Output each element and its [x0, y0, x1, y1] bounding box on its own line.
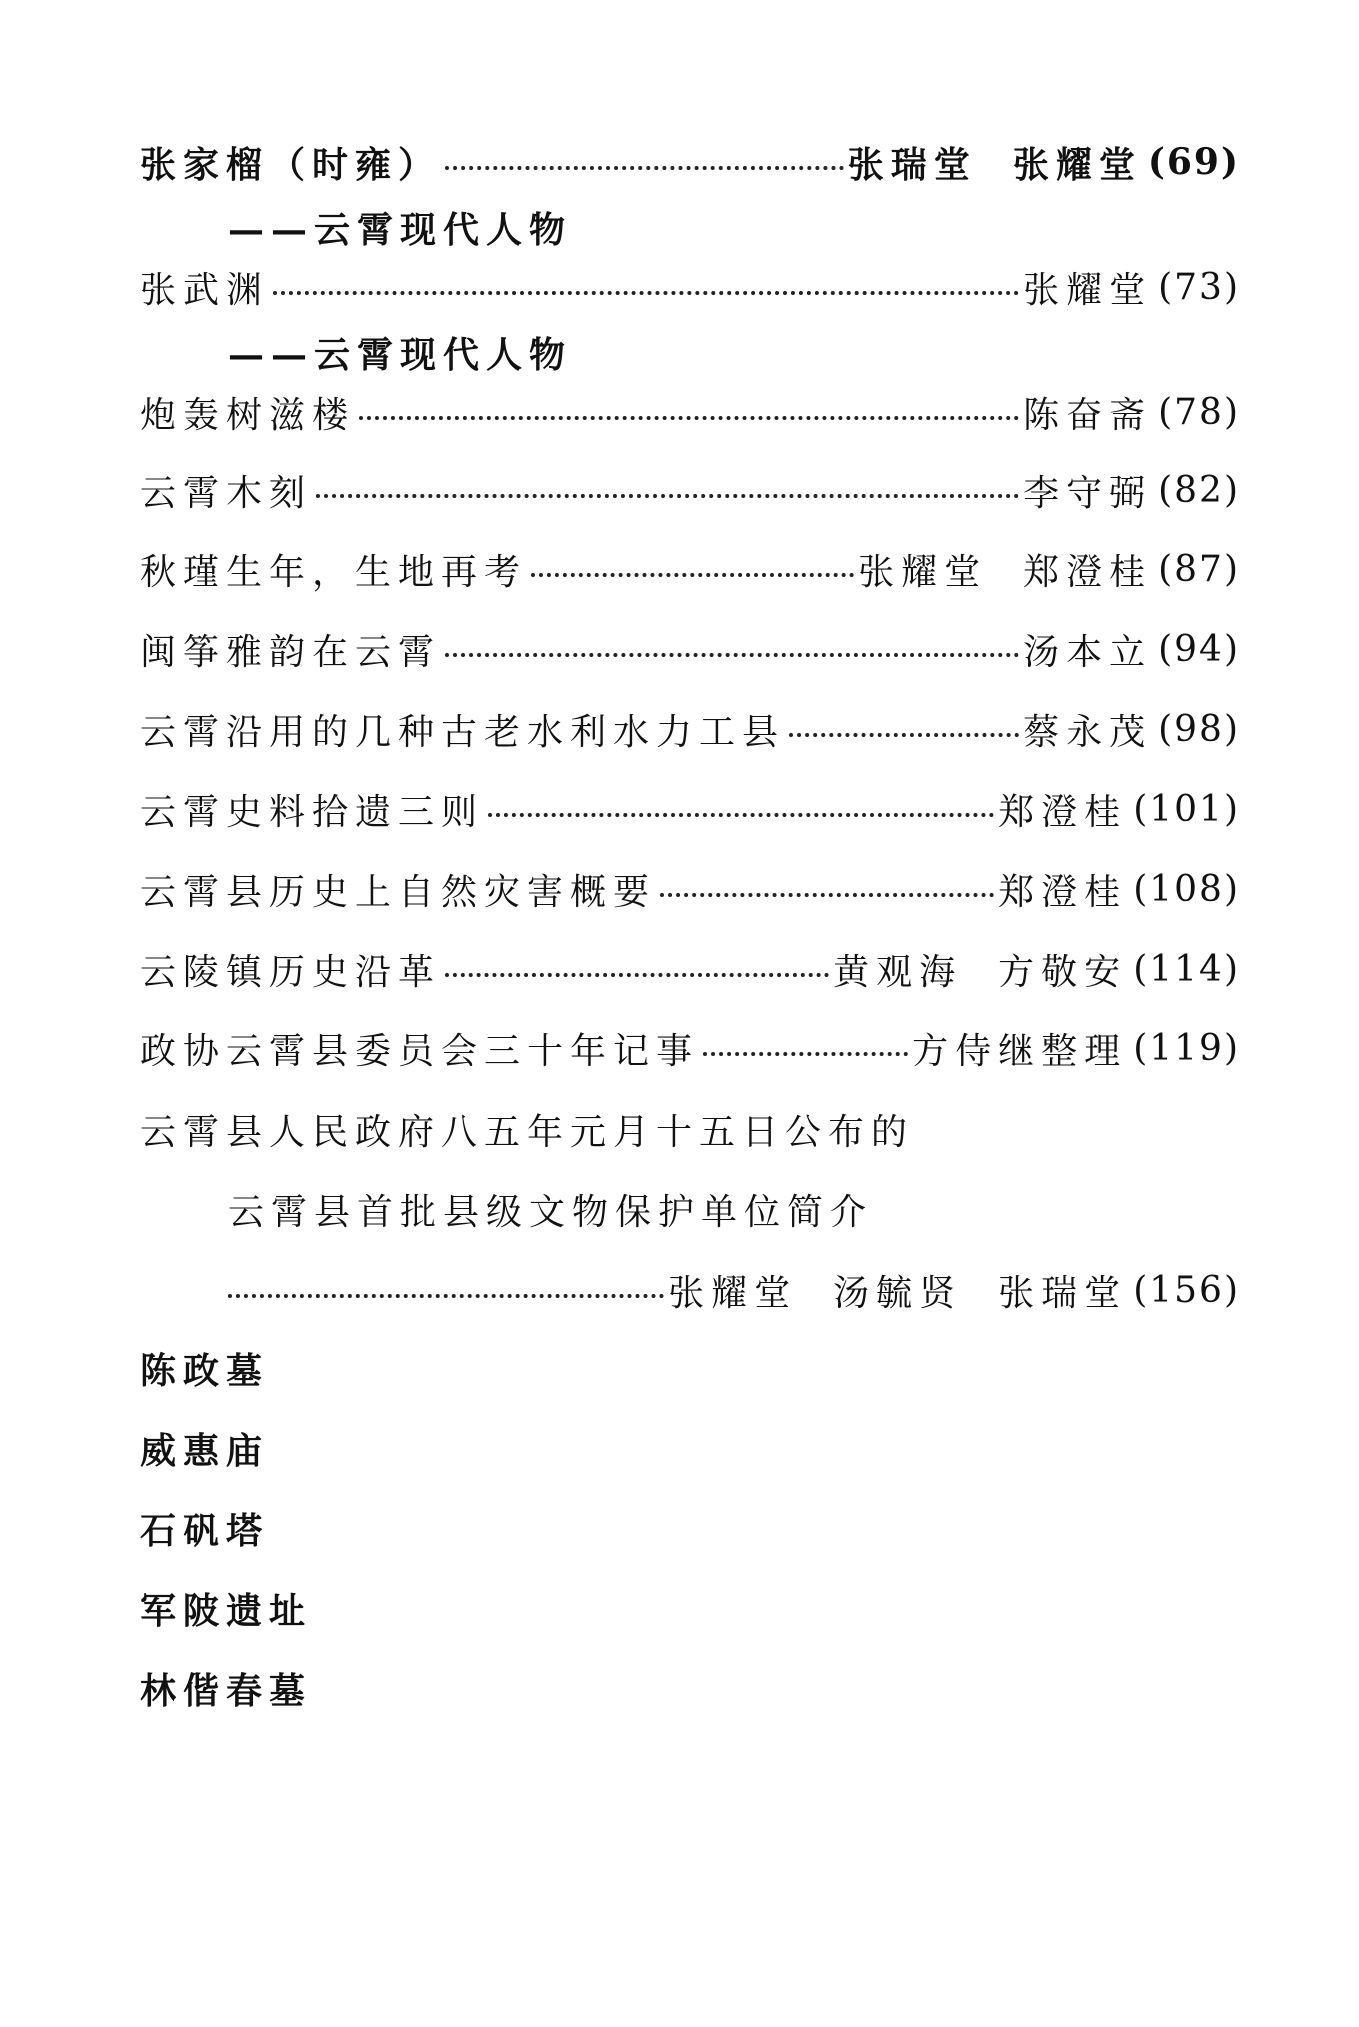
entry-title: 云霄县首批县级文物保护单位简介	[228, 1191, 874, 1233]
dot-leader	[660, 893, 994, 897]
dot-leader	[445, 973, 829, 977]
entry-page-number: (78)	[1158, 391, 1240, 433]
dot-leader	[488, 813, 994, 817]
entry-author: 李守弼	[1023, 472, 1153, 514]
entry-page-number: (94)	[1158, 628, 1240, 670]
toc-entry	[140, 697, 1240, 761]
entry-page-number: (73)	[1158, 266, 1240, 308]
entry-title: 云霄木刻	[140, 472, 313, 514]
toc-entry	[140, 537, 1240, 601]
entry-author: 张耀堂	[1012, 143, 1142, 186]
entry-title: 云陵镇历史沿革	[140, 951, 442, 993]
entry-title: 云霄沿用的几种古老水利水力工县	[140, 711, 786, 753]
site-list-item: 军陂遗址	[140, 1589, 313, 1632]
entry-page-number: (119)	[1133, 1027, 1240, 1069]
entry-subtitle: ——云霄现代人物	[228, 208, 573, 251]
site-list-item: 陈政墓	[140, 1349, 270, 1392]
dot-leader	[445, 653, 1019, 657]
toc-entry-title-line	[140, 1097, 1240, 1161]
toc-entry	[140, 380, 1240, 444]
entry-page-number: (82)	[1158, 469, 1240, 511]
entry-author: 方侍继整理	[912, 1030, 1128, 1072]
site-list-item: 威惠庙	[140, 1429, 270, 1472]
entry-title: 张武渊	[140, 269, 270, 311]
dot-leader	[445, 166, 844, 170]
entry-author: 郑澄桂	[998, 871, 1128, 913]
entry-author: 方敬安	[998, 951, 1128, 993]
entry-author: 张瑞堂	[847, 143, 977, 186]
toc-entry	[140, 857, 1240, 921]
dot-leader	[273, 291, 1019, 295]
entry-title: 云霄史料拾遗三则	[140, 791, 485, 833]
dot-leader	[531, 573, 854, 577]
dot-leader	[789, 733, 1019, 737]
entry-author: 蔡永茂	[1023, 711, 1153, 753]
entry-page-number: (108)	[1133, 868, 1240, 910]
dot-leader	[228, 1294, 664, 1298]
toc-entry	[140, 458, 1240, 522]
entry-author: 郑澄桂	[1023, 551, 1153, 593]
entry-title: 炮轰树滋楼	[140, 394, 356, 436]
entry-author: 张耀堂	[858, 551, 988, 593]
entry-title: 云霄县历史上自然灾害概要	[140, 871, 657, 913]
entry-page-number: (69)	[1147, 141, 1240, 183]
site-list-item: 石矾塔	[140, 1509, 270, 1552]
entry-subtitle: ——云霄现代人物	[228, 333, 573, 376]
entry-author: 张瑞堂	[998, 1272, 1128, 1314]
toc-entry	[140, 777, 1240, 841]
entry-page-number: (156)	[1133, 1269, 1240, 1311]
entry-page-number: (98)	[1158, 708, 1240, 750]
entry-title: 秋瑾生年，生地再考	[140, 551, 528, 593]
dot-leader	[703, 1052, 908, 1056]
toc-entry	[140, 937, 1240, 1001]
site-list-item: 林偕春墓	[140, 1669, 313, 1712]
toc-entry-title-line	[228, 1177, 1240, 1241]
entry-author: 黄观海	[833, 951, 963, 993]
entry-author: 汤本立	[1023, 631, 1153, 673]
entry-title: 张家榴（时雍）	[140, 143, 442, 186]
entry-title: 政协云霄县委员会三十年记事	[140, 1030, 700, 1072]
entry-author: 郑澄桂	[998, 791, 1128, 833]
entry-author: 张耀堂	[1023, 269, 1153, 311]
entry-title: 闽筝雅韵在云霄	[140, 631, 442, 673]
dot-leader	[359, 416, 1019, 420]
toc-entry	[228, 1258, 1240, 1322]
toc-entry	[140, 1016, 1240, 1080]
entry-author: 张耀堂	[668, 1272, 798, 1314]
toc-entry	[140, 130, 1240, 194]
entry-page-number: (101)	[1133, 788, 1240, 830]
entry-title: 云霄县人民政府八五年元月十五日公布的	[140, 1111, 915, 1153]
toc-entry	[140, 617, 1240, 681]
entry-author: 陈奋斋	[1023, 394, 1153, 436]
entry-page-number: (114)	[1133, 948, 1240, 990]
entry-page-number: (87)	[1158, 548, 1240, 590]
entry-author: 汤毓贤	[833, 1272, 963, 1314]
dot-leader	[316, 494, 1019, 498]
toc-entry	[140, 255, 1240, 319]
